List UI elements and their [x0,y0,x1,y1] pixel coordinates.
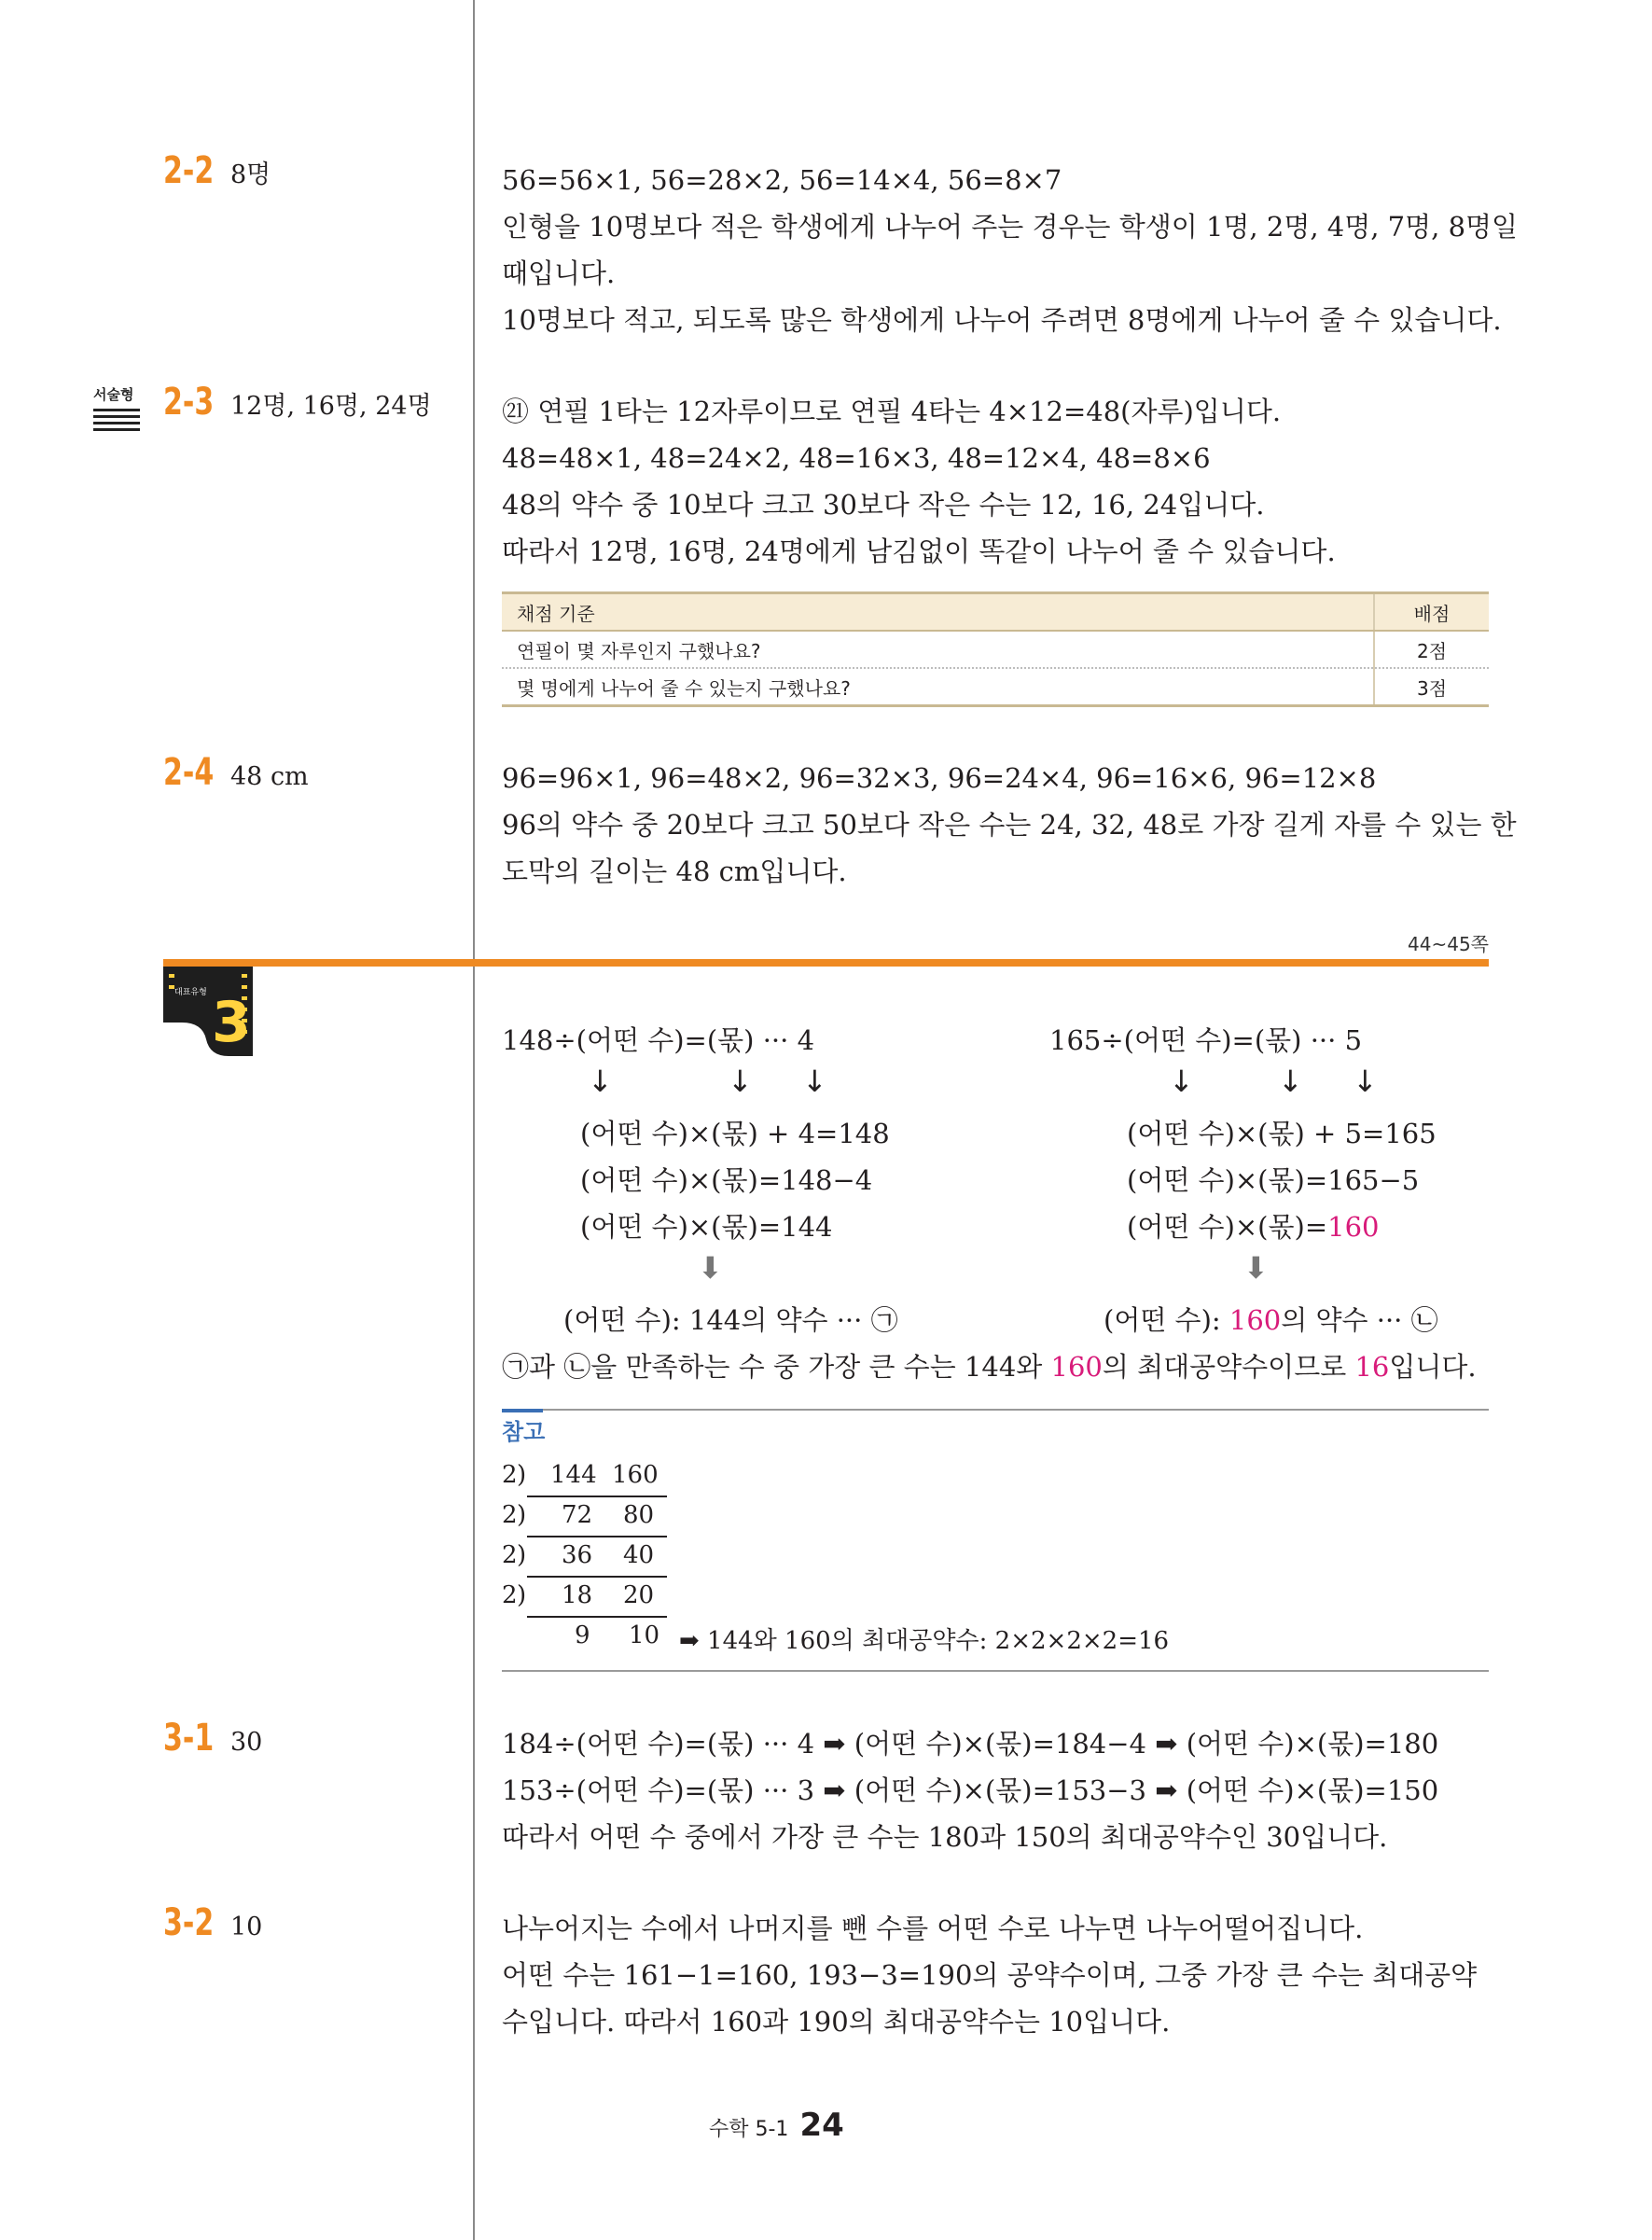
dividend-a: 72 [562,1501,593,1529]
text-part: 의 최대공약수이므로 [1102,1351,1355,1383]
quotient-b: 10 [629,1621,660,1649]
derivation-left-1: 148÷(어떤 수)=(몫) ··· 4 [502,1024,815,1056]
note-bottom-rule [502,1670,1489,1672]
gcd-result: ➡ 144와 160의 최대공약수: 2×2×2×2=16 [679,1627,1170,1655]
page-footer [709,2107,844,2144]
header-criteria: 채점 기준 [502,593,1374,632]
note-title: 참고 [502,1419,546,1445]
descriptive-badge [93,384,140,435]
highlight-number: 16 [1354,1351,1390,1383]
solution-line: 96=96×1, 96=48×2, 96=32×3, 96=24×4, 96=16×6, 96=12×8 [502,762,1377,794]
solution-line: 따라서 12명, 16명, 24명에게 남김없이 똑같이 나누어 줄 수 있습니다. [502,536,1336,567]
section-divider [163,959,1489,967]
problem-label-2-3 [163,381,432,424]
icon-caption: 대표유형 [174,988,207,997]
thick-down-arrow-icon: ⬇ [698,1250,723,1286]
division-rule [527,1496,667,1497]
note-top-rule [502,1409,1489,1411]
highlight-number: 160 [1050,1351,1103,1383]
book-title: 수학 5-1 [709,2118,789,2141]
conclusion-line [502,1343,1477,1390]
down-arrow-icon: ↓ [1278,1064,1303,1099]
highlight-number: 160 [1229,1304,1282,1336]
page-range: 44~45쪽 [1408,933,1489,955]
down-arrow-icon: ↓ [1169,1064,1194,1099]
problem-label-3-1 [163,1717,262,1760]
divisor: 2 [502,1541,518,1569]
note-tab [502,1409,543,1412]
answer: 48 cm [230,762,309,791]
points-cell: 3점 [1374,668,1489,706]
solution-line: 때입니다. [502,257,616,289]
dividend-b: 160 [612,1461,659,1489]
derivation-right-5 [1104,1297,1438,1343]
division-rule [527,1536,667,1537]
dividend-a: 36 [562,1541,593,1569]
solution-line: 10명보다 적고, 되도록 많은 학생에게 나누어 주려면 8명에게 나누어 줄 수 있습니다. [502,304,1502,336]
division-rule [527,1576,667,1578]
text-part: (어떤 수): [1104,1304,1229,1336]
lines-icon [93,409,140,431]
bracket-glyph: ) [517,1501,527,1529]
table-header-row [502,593,1489,632]
problem-label-3-2 [163,1901,262,1944]
dividend-b: 80 [623,1501,655,1529]
derivation-right-4 [1127,1203,1380,1250]
answer: 12명, 16명, 24명 [230,392,432,421]
derivation-left-2: (어떤 수)×(몫) + 4=148 [580,1118,890,1149]
header-points: 배점 [1374,593,1489,632]
solution-line: 인형을 10명보다 적은 학생에게 나누어 주는 경우는 학생이 1명, 2명, 4명, 7명, 8명일 [502,211,1519,243]
dividend-a: 144 [550,1461,597,1489]
problem-number: 3-2 [163,1901,215,1944]
solution-line: 수입니다. 따라서 160과 190의 최대공약수는 10입니다. [502,2006,1171,2038]
column-divider [473,0,475,2240]
solution-line: 어떤 수는 161−1=160, 193−3=190의 공약수이며, 그중 가장 큰 수는 최대공약 [502,1959,1478,1991]
division-rule [527,1616,667,1618]
solution-line: 56=56×1, 56=28×2, 56=14×4, 56=8×7 [502,164,1062,196]
derivation-left-3: (어떤 수)×(몫)=148−4 [580,1164,873,1196]
divisor: 2 [502,1581,518,1609]
problem-number: 2-4 [163,751,215,794]
answer: 30 [230,1728,263,1757]
down-arrow-icon: ↓ [728,1064,753,1099]
answer: 10 [230,1913,263,1941]
derivation-right-2: (어떤 수)×(몫) + 5=165 [1127,1118,1437,1149]
solution-line: 도막의 길이는 48 cm입니다. [502,856,847,887]
derivation-right-3: (어떤 수)×(몫)=165−5 [1127,1164,1420,1196]
page-number: 24 [799,2107,844,2144]
criteria-cell: 연필이 몇 자루인지 구했나요? [502,631,1374,668]
bracket-glyph: ) [517,1581,527,1609]
text-part: 입니다. [1389,1351,1477,1383]
table-row [502,668,1489,706]
problem-number: 3-1 [163,1717,215,1760]
text-part: ㉠과 ㉡을 만족하는 수 중 가장 큰 수는 144와 [502,1351,1051,1383]
problem-number: 2-2 [163,149,215,192]
criteria-cell: 몇 명에게 나누어 줄 수 있는지 구했나요? [502,668,1374,706]
answer: 8명 [230,160,271,189]
thick-down-arrow-icon: ⬇ [1243,1250,1269,1286]
solution-line: 184÷(어떤 수)=(몫) ··· 4 ➡ (어떤 수)×(몫)=184−4 ➡ (어떤 수)×(몫)=180 [502,1728,1439,1760]
problem-number: 2-3 [163,381,215,424]
text-part: (어떤 수)×(몫)= [1127,1211,1328,1243]
quotient-a: 9 [575,1621,590,1649]
down-arrow-icon: ↓ [1353,1064,1378,1099]
dividend-b: 40 [623,1541,655,1569]
solution-line: 96의 약수 중 20보다 크고 50보다 작은 수는 24, 32, 48로 가장 길게 자를 수 있는 한 [502,809,1517,841]
icon-number: 3 [212,990,251,1055]
bracket-glyph: ) [517,1461,527,1489]
type-3-icon [163,967,253,1056]
divisor: 2 [502,1501,518,1529]
derivation-left-5: (어떤 수): 144의 약수 ··· ㉠ [563,1304,898,1336]
derivation-left-4: (어떤 수)×(몫)=144 [580,1211,833,1243]
problem-label-2-4 [163,751,309,794]
solution-line: 따라서 어떤 수 중에서 가장 큰 수는 180과 150의 최대공약수인 30입니다. [502,1821,1388,1853]
dividend-a: 18 [562,1581,593,1609]
down-arrow-icon: ↓ [802,1064,827,1099]
table-row [502,631,1489,668]
down-arrow-icon: ↓ [588,1064,613,1099]
highlight-number: 160 [1327,1211,1380,1243]
solution-line: ㉑ 연필 1타는 12자루이므로 연필 4타는 4×12=48(자루)입니다. [502,396,1282,427]
solution-line: 48의 약수 중 10보다 크고 30보다 작은 수는 12, 16, 24입니다. [502,489,1265,521]
dividend-b: 20 [623,1581,655,1609]
text-part: 의 약수 ··· ㉡ [1281,1304,1438,1336]
solution-line: 나누어지는 수에서 나머지를 뺀 수를 어떤 수로 나누면 나누어떨어집니다. [502,1913,1364,1944]
points-cell: 2점 [1374,631,1489,668]
derivation-right-1: 165÷(어떤 수)=(몫) ··· 5 [1049,1024,1363,1056]
bracket-glyph: ) [517,1541,527,1569]
solution-line: 153÷(어떤 수)=(몫) ··· 3 ➡ (어떤 수)×(몫)=153−3 ➡ (어떤 수)×(몫)=150 [502,1774,1439,1806]
scoring-table [502,591,1489,707]
divisor: 2 [502,1461,518,1489]
badge-label: 서술형 [93,386,134,403]
problem-label-2-2 [163,149,271,192]
solution-line: 48=48×1, 48=24×2, 48=16×3, 48=12×4, 48=8×6 [502,442,1211,474]
